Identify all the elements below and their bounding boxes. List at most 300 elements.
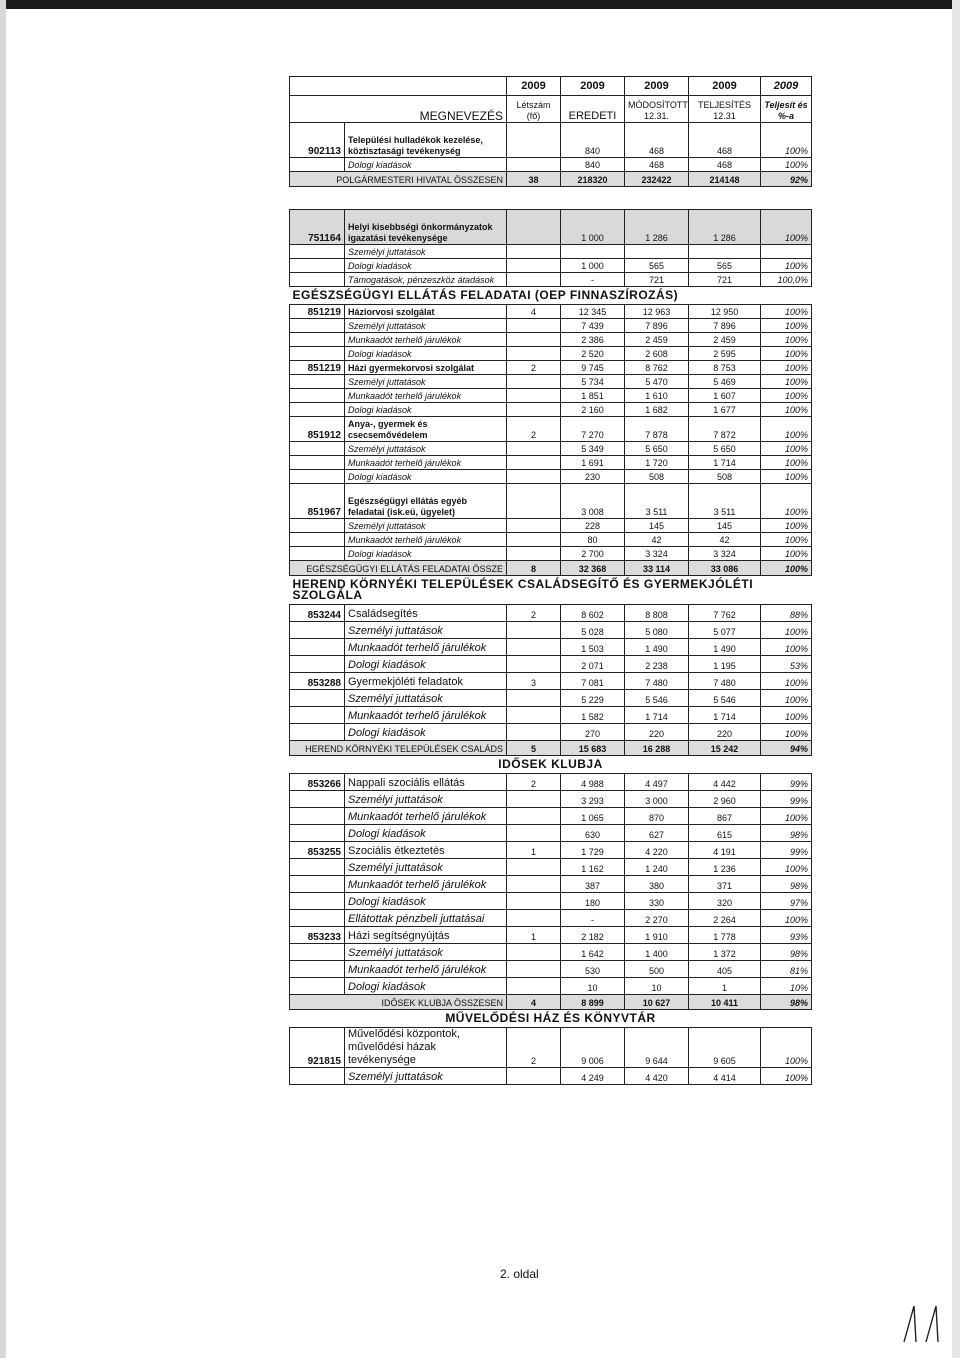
total-label: EGÉSZSÉGÜGYI ELLÁTÁS FELADATAI ÖSSZE [290, 561, 507, 576]
original-cell: 1 729 [561, 842, 625, 859]
headcount-cell [507, 944, 561, 961]
percent-cell: 10% [761, 978, 812, 995]
total-label: POLGÁRMESTERI HIVATAL ÖSSZESEN [290, 172, 507, 187]
actual-cell: 1 [689, 978, 761, 995]
item-name: Házi gyermekorvosi szolgálat [345, 361, 507, 375]
item-code: 851912 [290, 417, 345, 442]
actual-cell: 33 086 [689, 561, 761, 576]
percent-cell: 100% [761, 158, 812, 172]
sub-row [290, 910, 812, 927]
item-code [290, 470, 345, 484]
actual-cell: 1 677 [689, 403, 761, 417]
actual-cell: 1 714 [689, 707, 761, 724]
headcount-cell: 1 [507, 927, 561, 944]
headcount-cell [507, 547, 561, 561]
item-code: 853255 [290, 842, 345, 859]
original-cell: 1 851 [561, 389, 625, 403]
original-cell: 8 602 [561, 605, 625, 622]
modified-cell: 9 644 [625, 1028, 689, 1068]
actual-cell: 867 [689, 808, 761, 825]
item-code [290, 533, 345, 547]
sub-row [290, 259, 812, 273]
original-cell: 840 [561, 123, 625, 158]
modified-cell: 5 650 [625, 442, 689, 456]
sub-row [290, 333, 812, 347]
actual-cell: 371 [689, 876, 761, 893]
item-code: 853288 [290, 673, 345, 690]
headcount-cell [507, 259, 561, 273]
percent-cell: 100% [761, 417, 812, 442]
modified-cell: 565 [625, 259, 689, 273]
headcount-cell: 2 [507, 361, 561, 375]
sub-row [290, 707, 812, 724]
sub-row [290, 656, 812, 673]
modified-cell: 5 546 [625, 690, 689, 707]
item-code: 853244 [290, 605, 345, 622]
percent-cell: 99% [761, 774, 812, 791]
percent-cell: 100% [761, 210, 812, 245]
headcount-cell [507, 210, 561, 245]
actual-cell: 1 195 [689, 656, 761, 673]
item-code: 853233 [290, 927, 345, 944]
original-cell: - [561, 910, 625, 927]
original-cell: 270 [561, 724, 625, 741]
total-row [290, 561, 812, 576]
item-name: Személyi juttatások [345, 690, 507, 707]
item-name: Gyermekjóléti feladatok [345, 673, 507, 690]
item-code [290, 910, 345, 927]
actual-cell: 4 442 [689, 774, 761, 791]
item-code [290, 403, 345, 417]
modified-cell: 4 497 [625, 774, 689, 791]
percent-cell: 100% [761, 859, 812, 876]
headcount-cell [507, 456, 561, 470]
original-cell: 7 081 [561, 673, 625, 690]
item-code [290, 245, 345, 259]
actual-cell: 214148 [689, 172, 761, 187]
percent-cell: 100% [761, 259, 812, 273]
actual-cell: 721 [689, 273, 761, 287]
headcount-cell [507, 375, 561, 389]
percent-cell: 100% [761, 724, 812, 741]
sub-row [290, 389, 812, 403]
item-name: Anya-, gyermek és csecsemővédelem [345, 417, 507, 442]
item-row [290, 774, 812, 791]
item-code [290, 456, 345, 470]
headcount-cell [507, 273, 561, 287]
actual-cell: 145 [689, 519, 761, 533]
percent-cell: 98% [761, 944, 812, 961]
item-code [290, 876, 345, 893]
percent-cell: 81% [761, 961, 812, 978]
original-cell: 1 642 [561, 944, 625, 961]
original-cell: 1 162 [561, 859, 625, 876]
item-code: 851219 [290, 361, 345, 375]
original-cell: 228 [561, 519, 625, 533]
actual-cell: 220 [689, 724, 761, 741]
original-cell: - [561, 273, 625, 287]
headcount-cell [507, 808, 561, 825]
original-cell: 1 582 [561, 707, 625, 724]
original-cell: 32 368 [561, 561, 625, 576]
headcount-cell: 8 [507, 561, 561, 576]
sub-row [290, 1068, 812, 1085]
sub-row [290, 519, 812, 533]
modified-cell: 1 610 [625, 389, 689, 403]
modified-cell: 33 114 [625, 561, 689, 576]
modified-cell: 468 [625, 123, 689, 158]
headcount-cell [507, 442, 561, 456]
sub-row [290, 533, 812, 547]
actual-cell: 468 [689, 123, 761, 158]
spacer-row [290, 187, 812, 210]
item-name: Családsegítés [345, 605, 507, 622]
headcount-cell: 2 [507, 605, 561, 622]
column-header: Létszám (fő) [507, 96, 561, 123]
headcount-cell [507, 519, 561, 533]
actual-cell: 615 [689, 825, 761, 842]
item-name: Személyi juttatások [345, 791, 507, 808]
modified-cell [625, 245, 689, 259]
actual-cell: 8 753 [689, 361, 761, 375]
sub-row [290, 978, 812, 995]
original-cell: 12 345 [561, 305, 625, 319]
actual-cell: 4 191 [689, 842, 761, 859]
actual-cell: 7 872 [689, 417, 761, 442]
sub-row [290, 158, 812, 172]
item-name: Dologi kiadások [345, 825, 507, 842]
item-code [290, 347, 345, 361]
sub-row [290, 825, 812, 842]
budget-table-sheet [289, 76, 811, 1085]
headcount-cell: 4 [507, 305, 561, 319]
headcount-cell [507, 707, 561, 724]
item-code [290, 893, 345, 910]
modified-cell: 1 240 [625, 859, 689, 876]
scan-top-edge [0, 0, 960, 9]
original-cell: 2 520 [561, 347, 625, 361]
headcount-cell [507, 910, 561, 927]
item-code [290, 389, 345, 403]
sub-row [290, 403, 812, 417]
modified-cell: 10 627 [625, 995, 689, 1010]
actual-cell: 2 595 [689, 347, 761, 361]
percent-cell: 100% [761, 375, 812, 389]
percent-cell: 93% [761, 927, 812, 944]
item-name: Személyi juttatások [345, 442, 507, 456]
actual-cell: 7 896 [689, 319, 761, 333]
section-header-row [290, 1010, 812, 1028]
modified-cell: 145 [625, 519, 689, 533]
original-cell: 7 439 [561, 319, 625, 333]
year-header-cell: 2009 [689, 77, 761, 96]
original-cell: 4 249 [561, 1068, 625, 1085]
percent-cell: 100% [761, 707, 812, 724]
percent-cell: 100% [761, 561, 812, 576]
modified-cell: 16 288 [625, 741, 689, 756]
headcount-cell [507, 893, 561, 910]
actual-cell: 7 480 [689, 673, 761, 690]
sub-row [290, 859, 812, 876]
item-name: Dologi kiadások [345, 656, 507, 673]
original-cell: 10 [561, 978, 625, 995]
modified-cell: 1 400 [625, 944, 689, 961]
headcount-cell [507, 389, 561, 403]
percent-cell: 100% [761, 690, 812, 707]
percent-cell: 97% [761, 893, 812, 910]
item-name: Munkaadót terhelő járulékok [345, 707, 507, 724]
item-name: Ellátottak pénzbeli juttatásai [345, 910, 507, 927]
item-name: Helyi kisebbségi önkormányzatok igazatási tevékenysége [345, 210, 507, 245]
modified-cell: 10 [625, 978, 689, 995]
percent-cell: 100% [761, 347, 812, 361]
item-name: Dologi kiadások [345, 470, 507, 484]
headcount-cell [507, 639, 561, 656]
actual-cell: 565 [689, 259, 761, 273]
original-cell: 1 065 [561, 808, 625, 825]
modified-cell: 2 459 [625, 333, 689, 347]
actual-cell: 5 546 [689, 690, 761, 707]
actual-cell: 1 286 [689, 210, 761, 245]
percent-cell: 100% [761, 470, 812, 484]
percent-cell: 98% [761, 995, 812, 1010]
item-name: Munkaadót terhelő járulékok [345, 639, 507, 656]
item-name: Személyi juttatások [345, 375, 507, 389]
actual-cell: 1 778 [689, 927, 761, 944]
percent-cell: 100% [761, 673, 812, 690]
original-cell: 840 [561, 158, 625, 172]
total-row [290, 995, 812, 1010]
column-header: EREDETI [561, 96, 625, 123]
headcount-cell [507, 1068, 561, 1085]
actual-cell: 42 [689, 533, 761, 547]
column-header: MÓDOSÍTOTT 12.31. [625, 96, 689, 123]
actual-cell: 1 490 [689, 639, 761, 656]
total-label: HEREND KÖRNYÉKI TELEPÜLÉSEK CSALÁDS [290, 741, 507, 756]
original-cell: 387 [561, 876, 625, 893]
actual-cell: 5 469 [689, 375, 761, 389]
original-cell: 5 349 [561, 442, 625, 456]
modified-cell: 3 324 [625, 547, 689, 561]
headcount-cell: 2 [507, 1028, 561, 1068]
percent-cell: 98% [761, 876, 812, 893]
item-code [290, 690, 345, 707]
percent-cell: 100% [761, 442, 812, 456]
sub-row [290, 470, 812, 484]
scan-right-edge [952, 0, 960, 1358]
headcount-cell [507, 876, 561, 893]
headcount-cell: 2 [507, 417, 561, 442]
modified-cell: 330 [625, 893, 689, 910]
item-code: 902113 [290, 123, 345, 158]
actual-cell: 2 459 [689, 333, 761, 347]
item-name: Szociális étkeztetés [345, 842, 507, 859]
item-code: 851219 [290, 305, 345, 319]
modified-cell: 1 490 [625, 639, 689, 656]
spacer-cell [290, 187, 812, 210]
headcount-cell [507, 724, 561, 741]
modified-cell: 5 470 [625, 375, 689, 389]
item-code [290, 825, 345, 842]
sub-row [290, 893, 812, 910]
original-cell: 2 182 [561, 927, 625, 944]
budget-table [289, 76, 812, 1085]
item-code [290, 944, 345, 961]
percent-cell: 99% [761, 791, 812, 808]
item-row [290, 673, 812, 690]
item-name: Munkaadót terhelő járulékok [345, 456, 507, 470]
headcount-cell [507, 656, 561, 673]
percent-cell: 100% [761, 456, 812, 470]
modified-cell: 500 [625, 961, 689, 978]
headcount-cell: 2 [507, 774, 561, 791]
item-code [290, 978, 345, 995]
percent-cell: 100% [761, 1028, 812, 1068]
original-cell: 230 [561, 470, 625, 484]
original-cell [561, 245, 625, 259]
scan-left-edge [0, 0, 6, 1358]
total-row [290, 172, 812, 187]
item-code [290, 519, 345, 533]
item-name: Házi segítségnyújtás [345, 927, 507, 944]
actual-cell: 468 [689, 158, 761, 172]
headcount-cell [507, 825, 561, 842]
item-name: Személyi juttatások [345, 859, 507, 876]
year-header-cell: 2009 [625, 77, 689, 96]
actual-cell: 1 372 [689, 944, 761, 961]
percent-cell: 100% [761, 1068, 812, 1085]
original-cell: 80 [561, 533, 625, 547]
item-row [290, 210, 812, 245]
modified-cell: 232422 [625, 172, 689, 187]
item-row [290, 842, 812, 859]
actual-cell: 508 [689, 470, 761, 484]
modified-cell: 42 [625, 533, 689, 547]
item-code [290, 442, 345, 456]
sub-row [290, 547, 812, 561]
modified-cell: 7 878 [625, 417, 689, 442]
original-cell: 1 000 [561, 259, 625, 273]
actual-cell: 2 264 [689, 910, 761, 927]
item-code [290, 656, 345, 673]
headcount-cell [507, 347, 561, 361]
modified-cell: 1 286 [625, 210, 689, 245]
headcount-cell: 38 [507, 172, 561, 187]
percent-cell: 94% [761, 741, 812, 756]
column-header-row [290, 96, 812, 123]
original-cell: 3 008 [561, 484, 625, 519]
original-cell: 5 229 [561, 690, 625, 707]
item-row [290, 1028, 812, 1068]
original-cell: 2 386 [561, 333, 625, 347]
item-name: Munkaadót terhelő járulékok [345, 389, 507, 403]
modified-cell: 12 963 [625, 305, 689, 319]
year-header-row [290, 77, 812, 96]
percent-cell: 100% [761, 403, 812, 417]
modified-cell: 870 [625, 808, 689, 825]
actual-cell: 1 607 [689, 389, 761, 403]
headcount-cell [507, 123, 561, 158]
section-title: MŰVELŐDÉSI HÁZ ÉS KÖNYVTÁR [290, 1010, 812, 1028]
headcount-cell [507, 245, 561, 259]
item-name: Dologi kiadások [345, 158, 507, 172]
actual-cell: 9 605 [689, 1028, 761, 1068]
item-code: 921815 [290, 1028, 345, 1068]
sub-row [290, 961, 812, 978]
modified-cell: 1 910 [625, 927, 689, 944]
modified-cell: 721 [625, 273, 689, 287]
original-cell: 9 006 [561, 1028, 625, 1068]
item-name: Háziorvosi szolgálat [345, 305, 507, 319]
item-row [290, 417, 812, 442]
percent-cell: 100% [761, 305, 812, 319]
item-name: Személyi juttatások [345, 245, 507, 259]
sub-row [290, 245, 812, 259]
headcount-cell: 3 [507, 673, 561, 690]
percent-cell: 100,0% [761, 273, 812, 287]
item-code [290, 547, 345, 561]
item-row [290, 305, 812, 319]
original-cell: 530 [561, 961, 625, 978]
total-label: IDŐSEK KLUBJA ÖSSZESEN [290, 995, 507, 1010]
headcount-cell [507, 533, 561, 547]
headcount-cell [507, 158, 561, 172]
sub-row [290, 319, 812, 333]
item-code [290, 333, 345, 347]
percent-cell [761, 245, 812, 259]
percent-cell: 99% [761, 842, 812, 859]
year-header-blank [290, 77, 507, 96]
section-title: IDŐSEK KLUBJA [290, 756, 812, 774]
percent-cell: 100% [761, 519, 812, 533]
section-header-row [290, 756, 812, 774]
item-name: Munkaadót terhelő járulékok [345, 808, 507, 825]
actual-cell: 4 414 [689, 1068, 761, 1085]
handwritten-page-mark [900, 1300, 950, 1345]
item-name: Munkaadót terhelő járulékok [345, 533, 507, 547]
modified-cell: 1 682 [625, 403, 689, 417]
modified-cell: 1 714 [625, 707, 689, 724]
item-code [290, 158, 345, 172]
actual-cell: 3 324 [689, 547, 761, 561]
year-header-cell: 2009 [761, 77, 812, 96]
item-name: Személyi juttatások [345, 944, 507, 961]
item-code [290, 622, 345, 639]
original-cell: 1 000 [561, 210, 625, 245]
page-number: 2. oldal [500, 1267, 539, 1281]
original-cell: 630 [561, 825, 625, 842]
sub-row [290, 639, 812, 656]
item-code [290, 375, 345, 389]
item-name: Munkaadót terhelő járulékok [345, 876, 507, 893]
modified-cell: 220 [625, 724, 689, 741]
actual-cell: 12 950 [689, 305, 761, 319]
actual-cell: 2 960 [689, 791, 761, 808]
sub-row [290, 724, 812, 741]
headcount-cell [507, 859, 561, 876]
headcount-cell [507, 961, 561, 978]
actual-cell: 15 242 [689, 741, 761, 756]
original-cell: 1 691 [561, 456, 625, 470]
modified-cell: 1 720 [625, 456, 689, 470]
item-code [290, 259, 345, 273]
sub-row [290, 808, 812, 825]
item-row [290, 123, 812, 158]
modified-cell: 7 480 [625, 673, 689, 690]
item-code [290, 319, 345, 333]
percent-cell: 100% [761, 333, 812, 347]
section-title: EGÉSZSÉGÜGYI ELLÁTÁS FELADATAI (OEP FINNASZÍROZÁS) [290, 287, 812, 305]
